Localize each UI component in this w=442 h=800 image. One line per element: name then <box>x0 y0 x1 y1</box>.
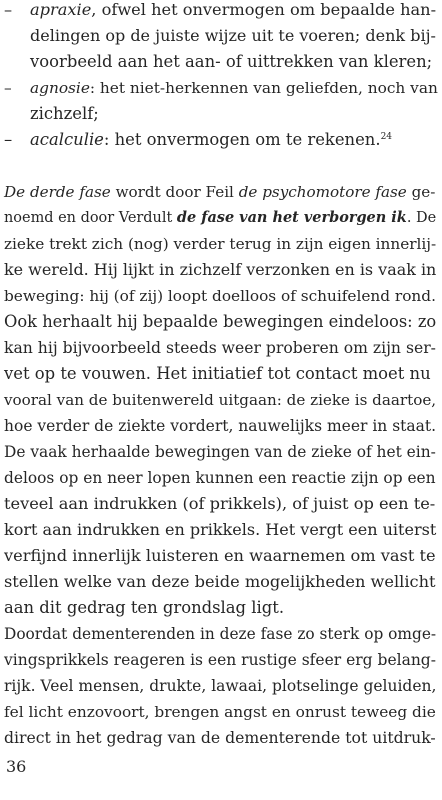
paragraph-line: teveel aan indrukken (of prikkels), of juist op een te- <box>4 494 436 513</box>
paragraph-line: fel licht enzovoort, brengen angst en onrust teweeg die <box>4 703 436 721</box>
footnote-marker: 24 <box>380 132 393 142</box>
text-span: . De <box>406 210 437 226</box>
paragraph-line: aan dit gedrag ten grondslag ligt. <box>4 598 285 617</box>
text-span: noemd en door Verdult <box>4 210 177 226</box>
paragraph-line: Doordat dementerenden in deze fase zo sterk op omge- <box>4 625 437 643</box>
paragraph-line: direct in het gedrag van de dementerende tot uitdruk- <box>4 728 436 747</box>
list-dash: – <box>4 130 13 149</box>
emphasis: de psychomotore fase <box>238 183 407 201</box>
paragraph-line: hoe verder de ziekte vordert, nauwelijks meer in staat. <box>4 417 437 435</box>
bold-emphasis: de fase van het verborgen ik <box>176 209 407 226</box>
list-term: apraxie <box>30 0 92 19</box>
paragraph-line: ke wereld. Hij lijkt in zichzelf verzonken en is vaak in <box>4 260 437 279</box>
paragraph-line: vet op te vouwen. Het initiatief tot contact moet nu <box>4 364 431 383</box>
list-text: , ofwel het onvermogen om bepaalde han- <box>91 0 437 19</box>
list-text: : het niet-herkennen van geliefden, noch van <box>89 79 438 97</box>
paragraph-line: zieke trekt zich (nog) verder terug in zijn eigen innerlij- <box>4 235 437 253</box>
text-span: ge- <box>406 183 436 201</box>
list-continuation: voorbeeld aan het aan- of uittrekken van kleren; <box>30 52 433 71</box>
paragraph-line: kan hij bijvoorbeeld steeds weer proberen om zijn ser- <box>4 339 436 357</box>
list-continuation: zichzelf; <box>30 104 99 123</box>
emphasis: De derde fase <box>4 183 111 201</box>
list-continuation: delingen op de juiste wijze uit te voeren; denk bij- <box>30 26 436 45</box>
list-term: acalculie <box>30 130 104 149</box>
paragraph-line: De vaak herhaalde bewegingen van de zieke of het ein- <box>4 443 436 461</box>
paragraph-line: verfijnd innerlijk luisteren en waarnemen om vast te <box>4 546 436 565</box>
paragraph-line: stellen welke van deze beide mogelijkheden wellicht <box>4 572 436 591</box>
page-number: 36 <box>6 757 27 776</box>
paragraph-line: Ook herhaalt hij bepaalde bewegingen eindeloos: zo <box>4 312 437 331</box>
paragraph-line: vingsprikkels reageren is een rustige sfeer erg belang- <box>4 651 436 669</box>
paragraph-line: vooral van de buitenwereld uitgaan: de zieke is daartoe, <box>4 391 437 409</box>
paragraph-line <box>4 179 435 205</box>
paragraph-line: kort aan indrukken en prikkels. Het vergt een uiterst <box>4 520 437 539</box>
paragraph-line: rijk. Veel mensen, drukte, lawaai, plotselinge geluiden, <box>4 677 437 695</box>
paragraph-line: beweging: hij (of zij) loopt doelloos of schuifelend rond. <box>4 287 436 305</box>
paragraph-line: deloos op en neer lopen kunnen een reactie zijn op een <box>4 469 436 487</box>
list-text: : het onvermogen om te rekenen. <box>103 130 381 149</box>
text-span: wordt door Feil <box>110 183 239 201</box>
list-term: agnosie <box>30 79 90 97</box>
paragraph-line <box>4 205 436 231</box>
list-dash: – <box>4 0 13 19</box>
list-dash: – <box>4 79 12 97</box>
